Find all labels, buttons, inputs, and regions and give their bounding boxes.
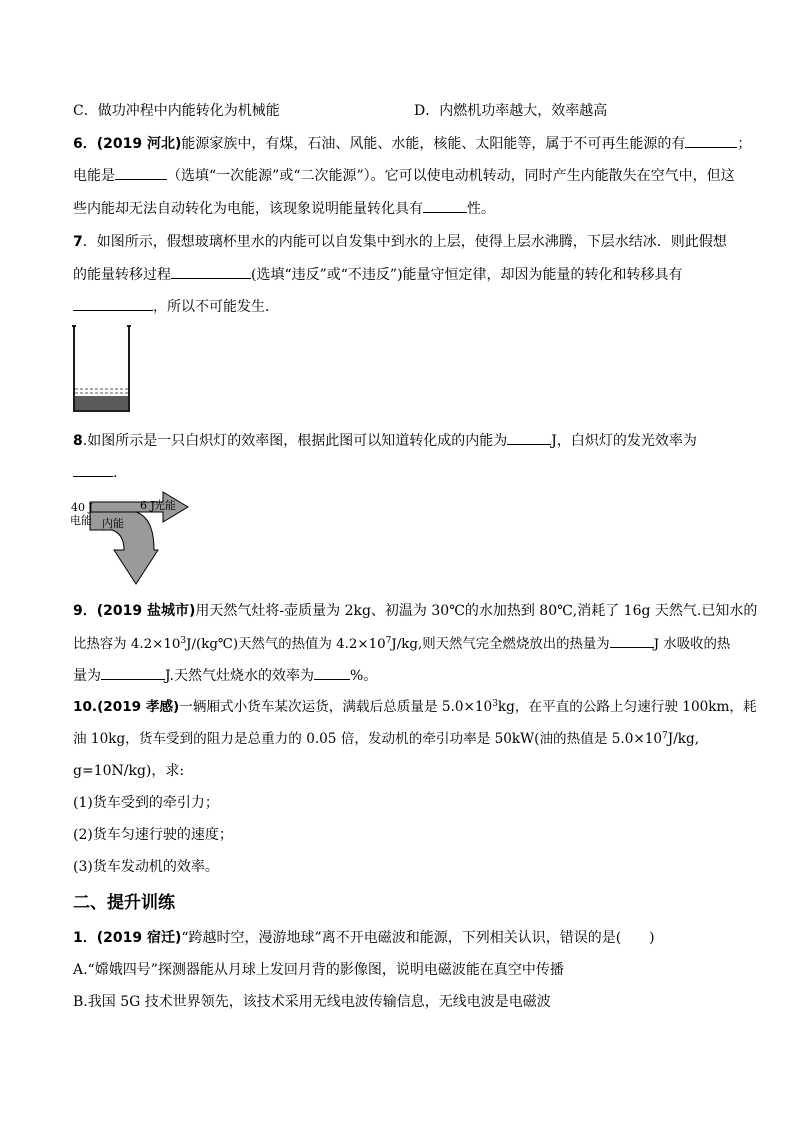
lamp-efficiency-figure [68,488,198,596]
q9-text: J/kg,则天然气完全燃烧放出的热量为 [391,637,610,652]
q6-text: （选填“一次能源”或“二次能源”）。它可以使电动机转动，同时产生内能散失在空气中，但这 [167,168,735,184]
q6-line-3 [73,198,495,219]
q6-blank-2[interactable] [115,165,167,180]
q6-text: 能源家族中，有煤，石油、风能、水能，核能、太阳能等，属于不可再生能源的有 [181,136,686,152]
q9-line-2 [73,633,730,655]
q9-text: 用天然气灶将-壶质量为 2kg、初温为 30℃的水加热到 80℃,消耗了 16g 天然气.已知水的 [195,603,758,619]
q9-exponent: 7 [385,636,392,646]
q10-text: J/kg, [667,731,700,747]
q6-number: 6 [73,136,83,152]
q7-text: ，所以不可能发生． [153,299,279,315]
q6-blank-3[interactable] [423,198,467,213]
beaker-water-bottom [75,396,128,410]
q9-number: 9 [73,603,83,619]
q8-text: J，白炽灯的发光效率为 [551,433,697,449]
q9-text: J 水吸收的热 [653,637,731,652]
q6-source: ．(2019 河北) [82,136,182,152]
p1-option-a: A.“嫦娥四号”探测器能从月球上发回月背的影像图，说明电磁波能在真空中传播 [73,962,564,978]
q6-line-2 [73,165,735,186]
q10-line-1 [73,697,757,717]
q10-number: 10 [73,699,92,715]
q6-blank-1[interactable] [685,133,737,148]
q6-line-1 [73,133,751,154]
q8-text: . [113,465,118,481]
input-energy-value: 40 J [71,501,93,514]
q6-text: 电能是 [73,168,115,184]
q9-line-1 [73,601,757,621]
q9-blank-2[interactable] [101,665,165,680]
q7-text: 的能量转移过程 [73,267,171,283]
q7-number: 7 [73,234,83,250]
heat-energy-label: 内能 [102,517,124,530]
q8-line-1 [73,430,697,451]
q9-text: 量为 [73,668,101,684]
q9-text: J/(kg℃)天然气的热值为 4.2×10 [186,637,386,652]
heat-arrow [90,512,158,584]
q10-line-2 [73,729,699,749]
q7-line-1 [73,232,727,252]
q9-source: ．(2019 盐城市) [82,603,196,619]
p1-option-b: B.我国 5G 技术世界领先，该技术采用无线电波传输信息，无线电波是电磁波 [73,994,551,1010]
p1-number: 1 [73,930,83,946]
q9-blank-3[interactable] [314,665,350,680]
q9-exponent: 3 [180,636,187,646]
p1-source: ．(2019 宿迁) [82,930,182,946]
q7-blank-1[interactable] [171,264,251,279]
q6-text: 性。 [467,201,495,217]
p1-line-1 [73,928,655,948]
q10-source: .(2019 孝感) [91,699,180,715]
p1-text: “跨越时空，漫游地球”离不开电磁波和能源，下列相关认识，错误的是( ) [181,930,655,946]
q10-sub-2: (2)货车匀速行驶的速度； [73,827,233,843]
section-title: 二、提升训练 [73,893,175,913]
q10-sub-1: (1)货车受到的牵引力； [73,795,219,811]
q10-text: 油 10kg，货车受到的阻力是总重力的 0.05 倍，发动机的牵引功率是 50kW(油的热值是 5.0×10 [73,731,663,747]
q7-line-3 [73,296,279,317]
q8-text: .如图所示是一只白炽灯的效率图，根据此图可以知道转化成的内能为 [82,433,508,449]
light-energy-value: 6 J [140,499,155,512]
q9-text: J.天然气灶烧水的效率为 [165,668,314,684]
q7-blank-2[interactable] [73,296,153,311]
q8-blank-1[interactable] [507,430,551,445]
q5-option-d: D．内燃机功率越大，效率越高 [414,103,608,119]
q8-line-2 [73,462,117,483]
q7-line-2 [73,264,683,285]
q9-text: %。 [349,668,378,684]
q10-line-3: g=10N/kg)，求: [73,763,185,779]
q8-blank-2[interactable] [73,462,113,477]
q10-text: kg，在平直的公路上匀速行驶 100km，耗 [497,699,757,715]
q8-number: 8 [73,433,83,449]
beaker-figure [71,323,133,415]
q6-text: ； [737,136,752,152]
q6-text: 些内能却无法自动转化为电能，该现象说明能量转化具有 [73,201,423,217]
q9-blank-1[interactable] [610,633,654,648]
q7-text: (选填“违反”或“不违反”)能量守恒定律，却因为能量的转化和转移具有 [251,267,683,283]
q10-sub-3: (3)货车发动机的效率。 [73,859,219,875]
q9-text: 比热容为 4.2×10 [73,637,181,652]
q7-text: ．如图所示，假想玻璃杯里水的内能可以自发集中到水的上层，使得上层水沸腾，下层水结冰．则此假想 [82,234,727,250]
q10-text: 一辆厢式小货车某次运货，满载后总质量是 5.0×10 [179,699,493,715]
q10-exponent: 7 [662,731,668,741]
light-energy-label: 光能 [154,499,176,512]
q5-option-c: C．做功冲程中内能转化为机械能 [73,103,280,119]
q9-line-3 [73,665,377,686]
q10-exponent: 3 [492,699,498,709]
input-energy-label: 电能 [70,514,92,527]
